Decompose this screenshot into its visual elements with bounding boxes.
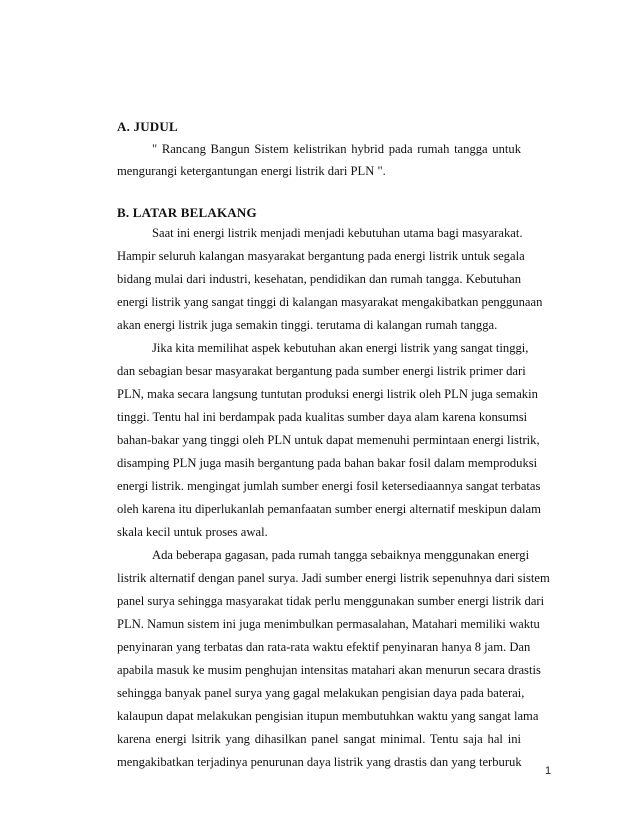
paragraph-line: Jika kita memilihat aspek kebutuhan akan energi listrik yang sangat tinggi, [152, 341, 529, 355]
section-heading-judul: A. JUDUL [117, 119, 178, 134]
paragraph-line: bahan-bakar yang tinggi oleh PLN untuk dapat memenuhi permintaan energi listrik, [117, 433, 540, 447]
title-text-line: " Rancang Bangun Sistem kelistrikan hybrid pada rumah tangga untuk [152, 142, 521, 156]
title-text-line: mengurangi ketergantungan energi listrik dari PLN ". [117, 164, 386, 178]
paragraph-line: listrik alternatif dengan panel surya. Jadi sumber energi listrik sepenuhnya dari sistem [117, 571, 550, 585]
paragraph-line: energi listrik yang sangat tinggi di kalangan masyarakat mengakibatkan penggunaan [117, 295, 543, 309]
paragraph-line: oleh karena itu diperlukanlah pemanfaatan sumber energi alternatif meskipun dalam [117, 502, 541, 516]
paragraph-line: dan sebagian besar masyarakat bergantung pada sumber energi listrik primer dari [117, 364, 526, 378]
paragraph-line: skala kecil untuk proses awal. [117, 525, 268, 539]
paragraph-line: disamping PLN juga masih bergantung pada bahan bakar fosil dalam memproduksi [117, 456, 538, 470]
paragraph-line: karena energi lsitrik yang dihasilkan panel sangat minimal. Tentu saja hal ini [117, 732, 521, 746]
paragraph-line: PLN. Namun sistem ini juga menimbulkan permasalahan, Matahari memiliki waktu [117, 617, 540, 631]
paragraph-line: mengakibatkan terjadinya penurunan daya listrik yang drastis dan yang terburuk [117, 755, 522, 769]
paragraph-line: sehingga banyak panel surya yang gagal melakukan pengisian daya pada baterai, [117, 686, 525, 700]
paragraph-line: kalaupun dapat melakukan pengisian itupun membutuhkan waktu yang sangat lama [117, 709, 539, 723]
paragraph-line: tinggi. Tentu hal ini berdampak pada kualitas sumber daya alam karena konsumsi [117, 410, 528, 424]
paragraph-line: akan energi listrik juga semakin tinggi. terutama di kalangan rumah tangga. [117, 318, 498, 332]
paragraph-line: bidang mulai dari industri, kesehatan, pendidikan dan rumah tangga. Kebutuhan [117, 272, 521, 286]
paragraph-line: penyinaran yang terbatas dan rata-rata waktu efektif penyinaran hanya 8 jam. Dan [117, 640, 531, 654]
paragraph-line: panel surya sehingga masyarakat tidak perlu menggunakan sumber energi listrik dari [117, 594, 545, 608]
section-heading-latar-belakang: B. LATAR BELAKANG [117, 205, 257, 220]
paragraph-line: Saat ini energi listrik menjadi menjadi kebutuhan utama bagi masyarakat. [152, 226, 523, 240]
paragraph-line: energi listrik. mengingat jumlah sumber energi fosil ketersediaannya sangat terbatas [117, 479, 541, 493]
page-number: 1 [545, 765, 552, 777]
paragraph-line: apabila masuk ke musim penghujan intensitas matahari akan menurun secara drastis [117, 663, 541, 677]
paragraph-line: Hampir seluruh kalangan masyarakat bergantung pada energi listrik untuk segala [117, 249, 525, 263]
paragraph-line: Ada beberapa gagasan, pada rumah tangga sebaiknya menggunakan energi [152, 548, 530, 562]
paragraph-line: PLN, maka secara langsung tuntutan produksi energi listrik oleh PLN juga semakin [117, 387, 538, 401]
